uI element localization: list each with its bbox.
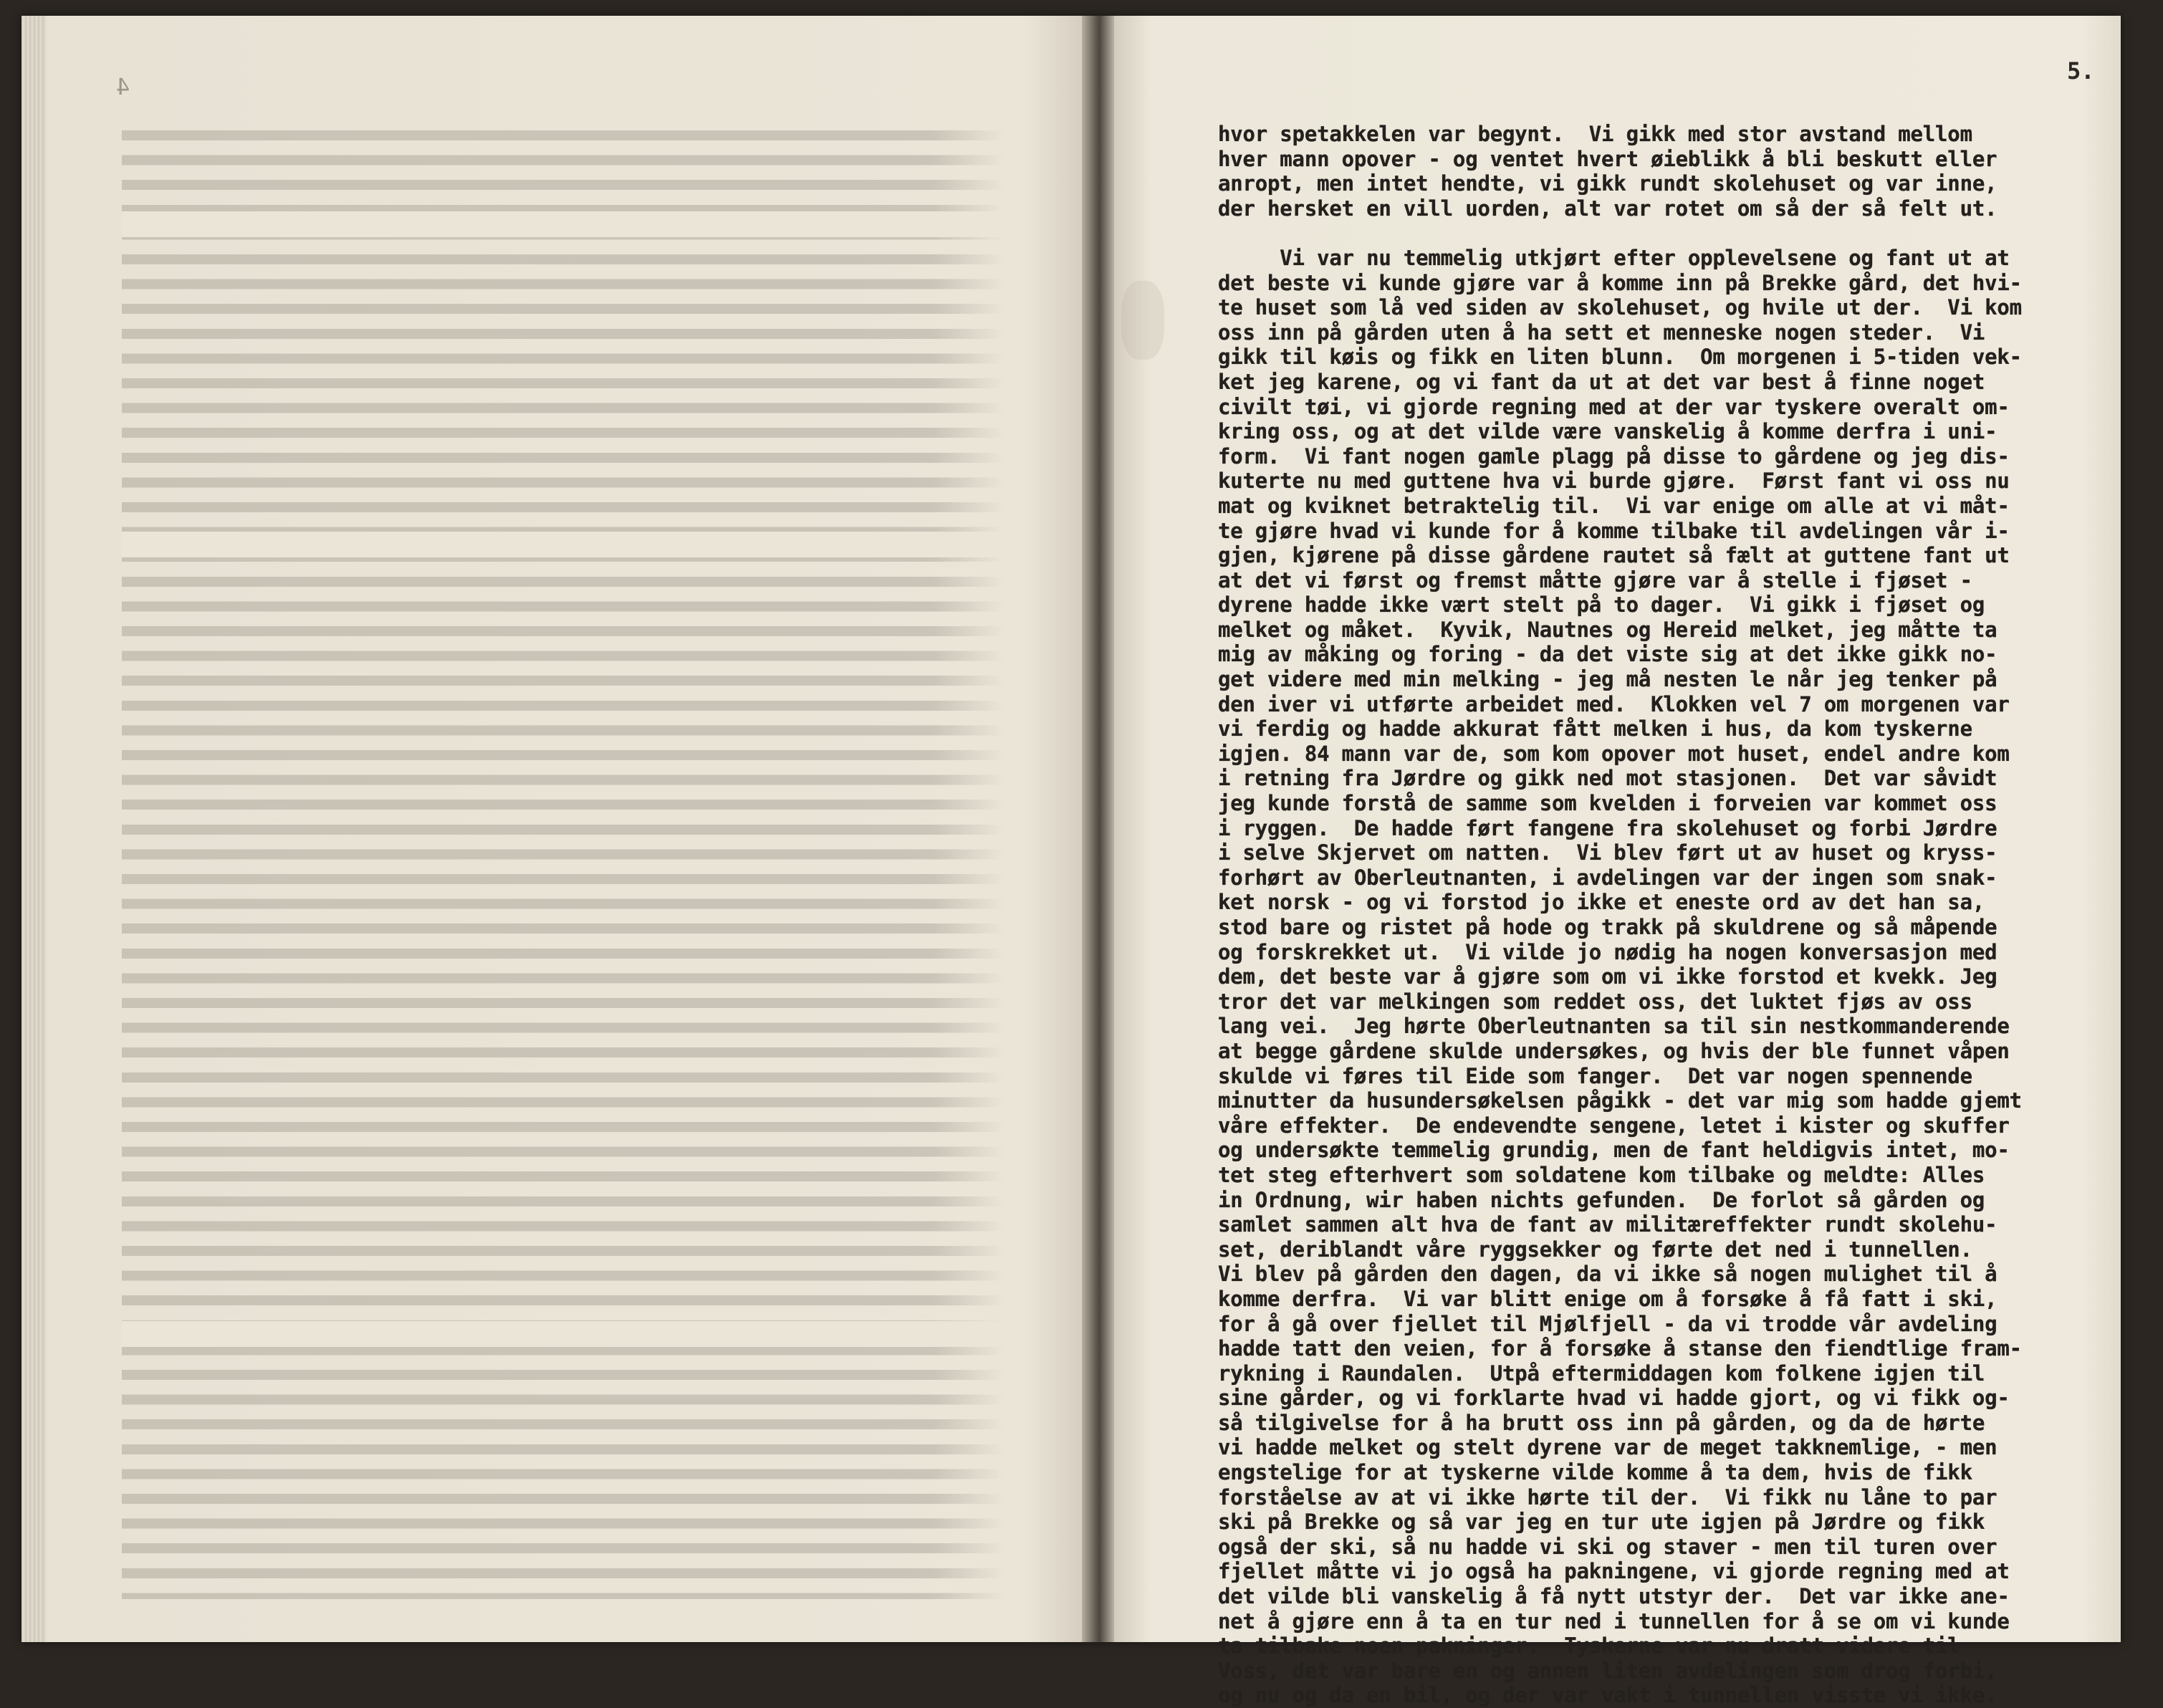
text-line: vi hadde melket og stelt dyrene var de meget takknemlige, - men xyxy=(1218,1435,1997,1460)
left-page-number: 4 xyxy=(116,73,130,100)
text-line: gikk til køis og fikk en liten blunn. Om morgenen i 5-tiden vek- xyxy=(1218,345,2022,370)
right-page-number: 5. xyxy=(2067,57,2095,85)
paragraph-gap xyxy=(122,1321,1003,1347)
text-line: hadde tatt den veien, for å forsøke å stanse den fiendtlige fram- xyxy=(1218,1336,2022,1361)
text-line: stod bare og ristet på hode og trakk på skuldrene og så måpende xyxy=(1218,915,1997,939)
text-line: det beste vi kunde gjøre var å komme inn på Brekke gård, det hvi- xyxy=(1218,270,2022,295)
text-line: rykning i Raundalen. Utpå eftermiddagen kom folkene igjen til xyxy=(1218,1361,1985,1386)
text-line: hver mann opover - og ventet hvert øieblikk å bli beskutt eller xyxy=(1218,146,1997,171)
book-gutter xyxy=(1082,16,1114,1642)
text-line: tror det var melkingen som reddet oss, det luktet fjøs av oss xyxy=(1218,989,1972,1014)
text-line: jeg kunde forstå de samme som kvelden i forveien var kommet oss xyxy=(1218,791,1997,816)
text-line: Vi blev på gården den dagen, da vi ikke så nogen mulighet til å xyxy=(1218,1262,1997,1287)
text-line: tet steg efterhvert som soldatene kom tilbake og meldte: Alles xyxy=(1218,1162,1985,1187)
text-line: Voss, det var bare en og annen liten avdelingen som drog forbi, xyxy=(1218,1658,1997,1683)
text-line: in Ordnung, wir haben nichts gefunden. De forlot så gården og xyxy=(1218,1187,1985,1212)
text-line: minutter da husundersøkelsen pågikk - det var mig som hadde gjemt xyxy=(1218,1088,2022,1113)
text-line: ta tilbake noen pakninger. Tyskerne var nu dratt videre til xyxy=(1218,1633,1960,1659)
text-line: net å gjøre enn å ta en tur ned i tunnellen for å se om vi kunde xyxy=(1218,1608,2010,1633)
page-edges xyxy=(21,16,46,1642)
text-line: Vi var nu temmelig utkjørt efter opplevelsene og fant ut at xyxy=(1218,245,2010,270)
text-line: at begge gårdene skulde undersøkes, og hvis der ble funnet våpen xyxy=(1218,1038,2010,1063)
typed-text-block xyxy=(1218,122,2114,1708)
right-page xyxy=(1114,16,2121,1708)
text-line: anropt, men intet hendte, vi gikk rundt skolehuset og var inne, xyxy=(1218,171,1997,196)
text-line: i selve Skjervet om natten. Vi blev ført ut av huset og kryss- xyxy=(1218,840,1997,865)
text-line: komme derfra. Vi var blitt enige om å forsøke å få fatt i ski, xyxy=(1218,1286,1997,1311)
text-line: melket og måket. Kyvik, Nautnes og Hereid melket, jeg måtte ta xyxy=(1218,617,1997,642)
book-spread xyxy=(21,16,2121,1708)
text-line: og forskrekket ut. Vi vilde jo nødig ha nogen konversasjon med xyxy=(1218,939,1997,964)
text-line: også der ski, så nu hadde vi ski og staver - men til turen over xyxy=(1218,1534,1997,1559)
page-smudge xyxy=(1121,281,1164,360)
text-line: det vilde bli vanskelig å få nytt utstyr der. Det var ikke ane- xyxy=(1218,1584,2010,1609)
text-line: samlet sammen alt hva de fant av militæreffekter rundt skolehu- xyxy=(1218,1212,1997,1237)
left-page xyxy=(21,16,1082,1642)
text-line: den iver vi utførte arbeidet med. Klokken vel 7 om morgenen var xyxy=(1218,691,2010,716)
text-line: igjen. 84 mann var de, som kom opover mot huset, endel andre kom xyxy=(1218,741,2010,766)
text-line: lang vei. Jeg hørte Oberleutnanten sa til sin nestkommanderende xyxy=(1218,1014,2010,1039)
text-line: te huset som lå ved siden av skolehuset, og hvile ut der. Vi kom xyxy=(1218,295,2022,320)
text-line: fjellet måtte vi jo også ha pakningene, vi gjorde regning med at xyxy=(1218,1559,2010,1584)
text-line: sine gårder, og vi forklarte hvad vi hadde gjort, og vi fikk og- xyxy=(1218,1386,2010,1411)
text-line: ket jeg karene, og vi fant da ut at det var best å finne noget xyxy=(1218,369,1985,394)
text-line: civilt tøi, vi gjorde regning med at der var tyskere overalt om- xyxy=(1218,394,2010,419)
text-line: der hersket en vill uorden, alt var rotet om så der så felt ut. xyxy=(1218,196,1997,221)
text-line: engstelige for at tyskerne vilde komme å ta dem, hvis de fikk xyxy=(1218,1460,1972,1485)
text-line: vi ferdig og hadde akkurat fått melken i hus, da kom tyskerne xyxy=(1218,716,1972,742)
text-line: for å gå over fjellet til Mjølfjell - da vi trodde vår avdeling xyxy=(1218,1311,1997,1336)
text-line: i retning fra Jørdre og gikk ned mot stasjonen. Det var såvidt xyxy=(1218,766,1997,791)
text-line: gjen, kjørene på disse gårdene rautet så fælt at guttene fant ut xyxy=(1218,543,2010,568)
text-line: ski på Brekke og så var jeg en tur ute igjen på Jørdre og fikk xyxy=(1218,1510,1985,1535)
text-line: forhørt av Oberleutnanten, i avdelingen var der ingen som snak- xyxy=(1218,865,1997,890)
text-line: hvor spetakkelen var begynt. Vi gikk med stor avstand mellom xyxy=(1218,122,1972,146)
text-line: te gjøre hvad vi kunde for å komme tilbake til avdelingen vår i- xyxy=(1218,518,2010,543)
text-line: form. Vi fant nogen gamle plagg på disse to gårdene og jeg dis- xyxy=(1218,443,2010,469)
text-line: oss inn på gården uten å ha sett et menneske nogen steder. Vi xyxy=(1218,320,1985,345)
text-line: og undersøkte temmelig grundig, men de fant heldigvis intet, mo- xyxy=(1218,1138,2010,1163)
text-line: get videre med min melking - jeg må nesten le når jeg tenker på xyxy=(1218,667,1997,692)
text-line: så tilgivelse for å ha brutt oss inn på gården, og da de hørte xyxy=(1218,1410,1985,1435)
text-line xyxy=(1218,221,2114,246)
text-line: våre effekter. De endevendte sengene, letet i kister og skuffer xyxy=(1218,1113,2010,1138)
paragraph-gap xyxy=(122,532,1003,557)
text-line: dem, det beste var å gjøre som om vi ikke forstod et kvekk. Jeg xyxy=(1218,964,1997,989)
text-line: og nu og da en bil, og der var vakt i tunnellen visste vi ikke. xyxy=(1218,1683,1997,1708)
text-line: kuterte nu med guttene hva vi burde gjøre. Først fant vi oss nu xyxy=(1218,469,2010,494)
text-line: at det vi først og fremst måtte gjøre var å stelle i fjøset - xyxy=(1218,567,1972,592)
text-line: forståelse av at vi ikke hørte til der. Vi fikk nu låne to par xyxy=(1218,1484,1997,1510)
bleed-through-text xyxy=(122,123,1003,1599)
text-line: ket norsk - og vi forstod jo ikke et eneste ord av det han sa, xyxy=(1218,890,1985,915)
text-line: skulde vi føres til Eide som fanger. Det var nogen spennende xyxy=(1218,1063,1972,1088)
text-line: mig av måking og foring - da det viste sig at det ikke gikk no- xyxy=(1218,642,1997,667)
text-line: kring oss, og at det vilde være vanskelig å komme derfra i uni- xyxy=(1218,419,1997,444)
text-line: dyrene hadde ikke vært stelt på to dager. Vi gikk i fjøset og xyxy=(1218,592,1985,618)
text-line: set, deriblandt våre ryggsekker og førte det ned i tunnellen. xyxy=(1218,1237,1972,1262)
text-line: mat og kviknet betraktelig til. Vi var enige om alle at vi måt- xyxy=(1218,493,2010,518)
text-line: i ryggen. De hadde ført fangene fra skolehuset og forbi Jørdre xyxy=(1218,815,1997,840)
paragraph-gap xyxy=(122,211,1003,237)
